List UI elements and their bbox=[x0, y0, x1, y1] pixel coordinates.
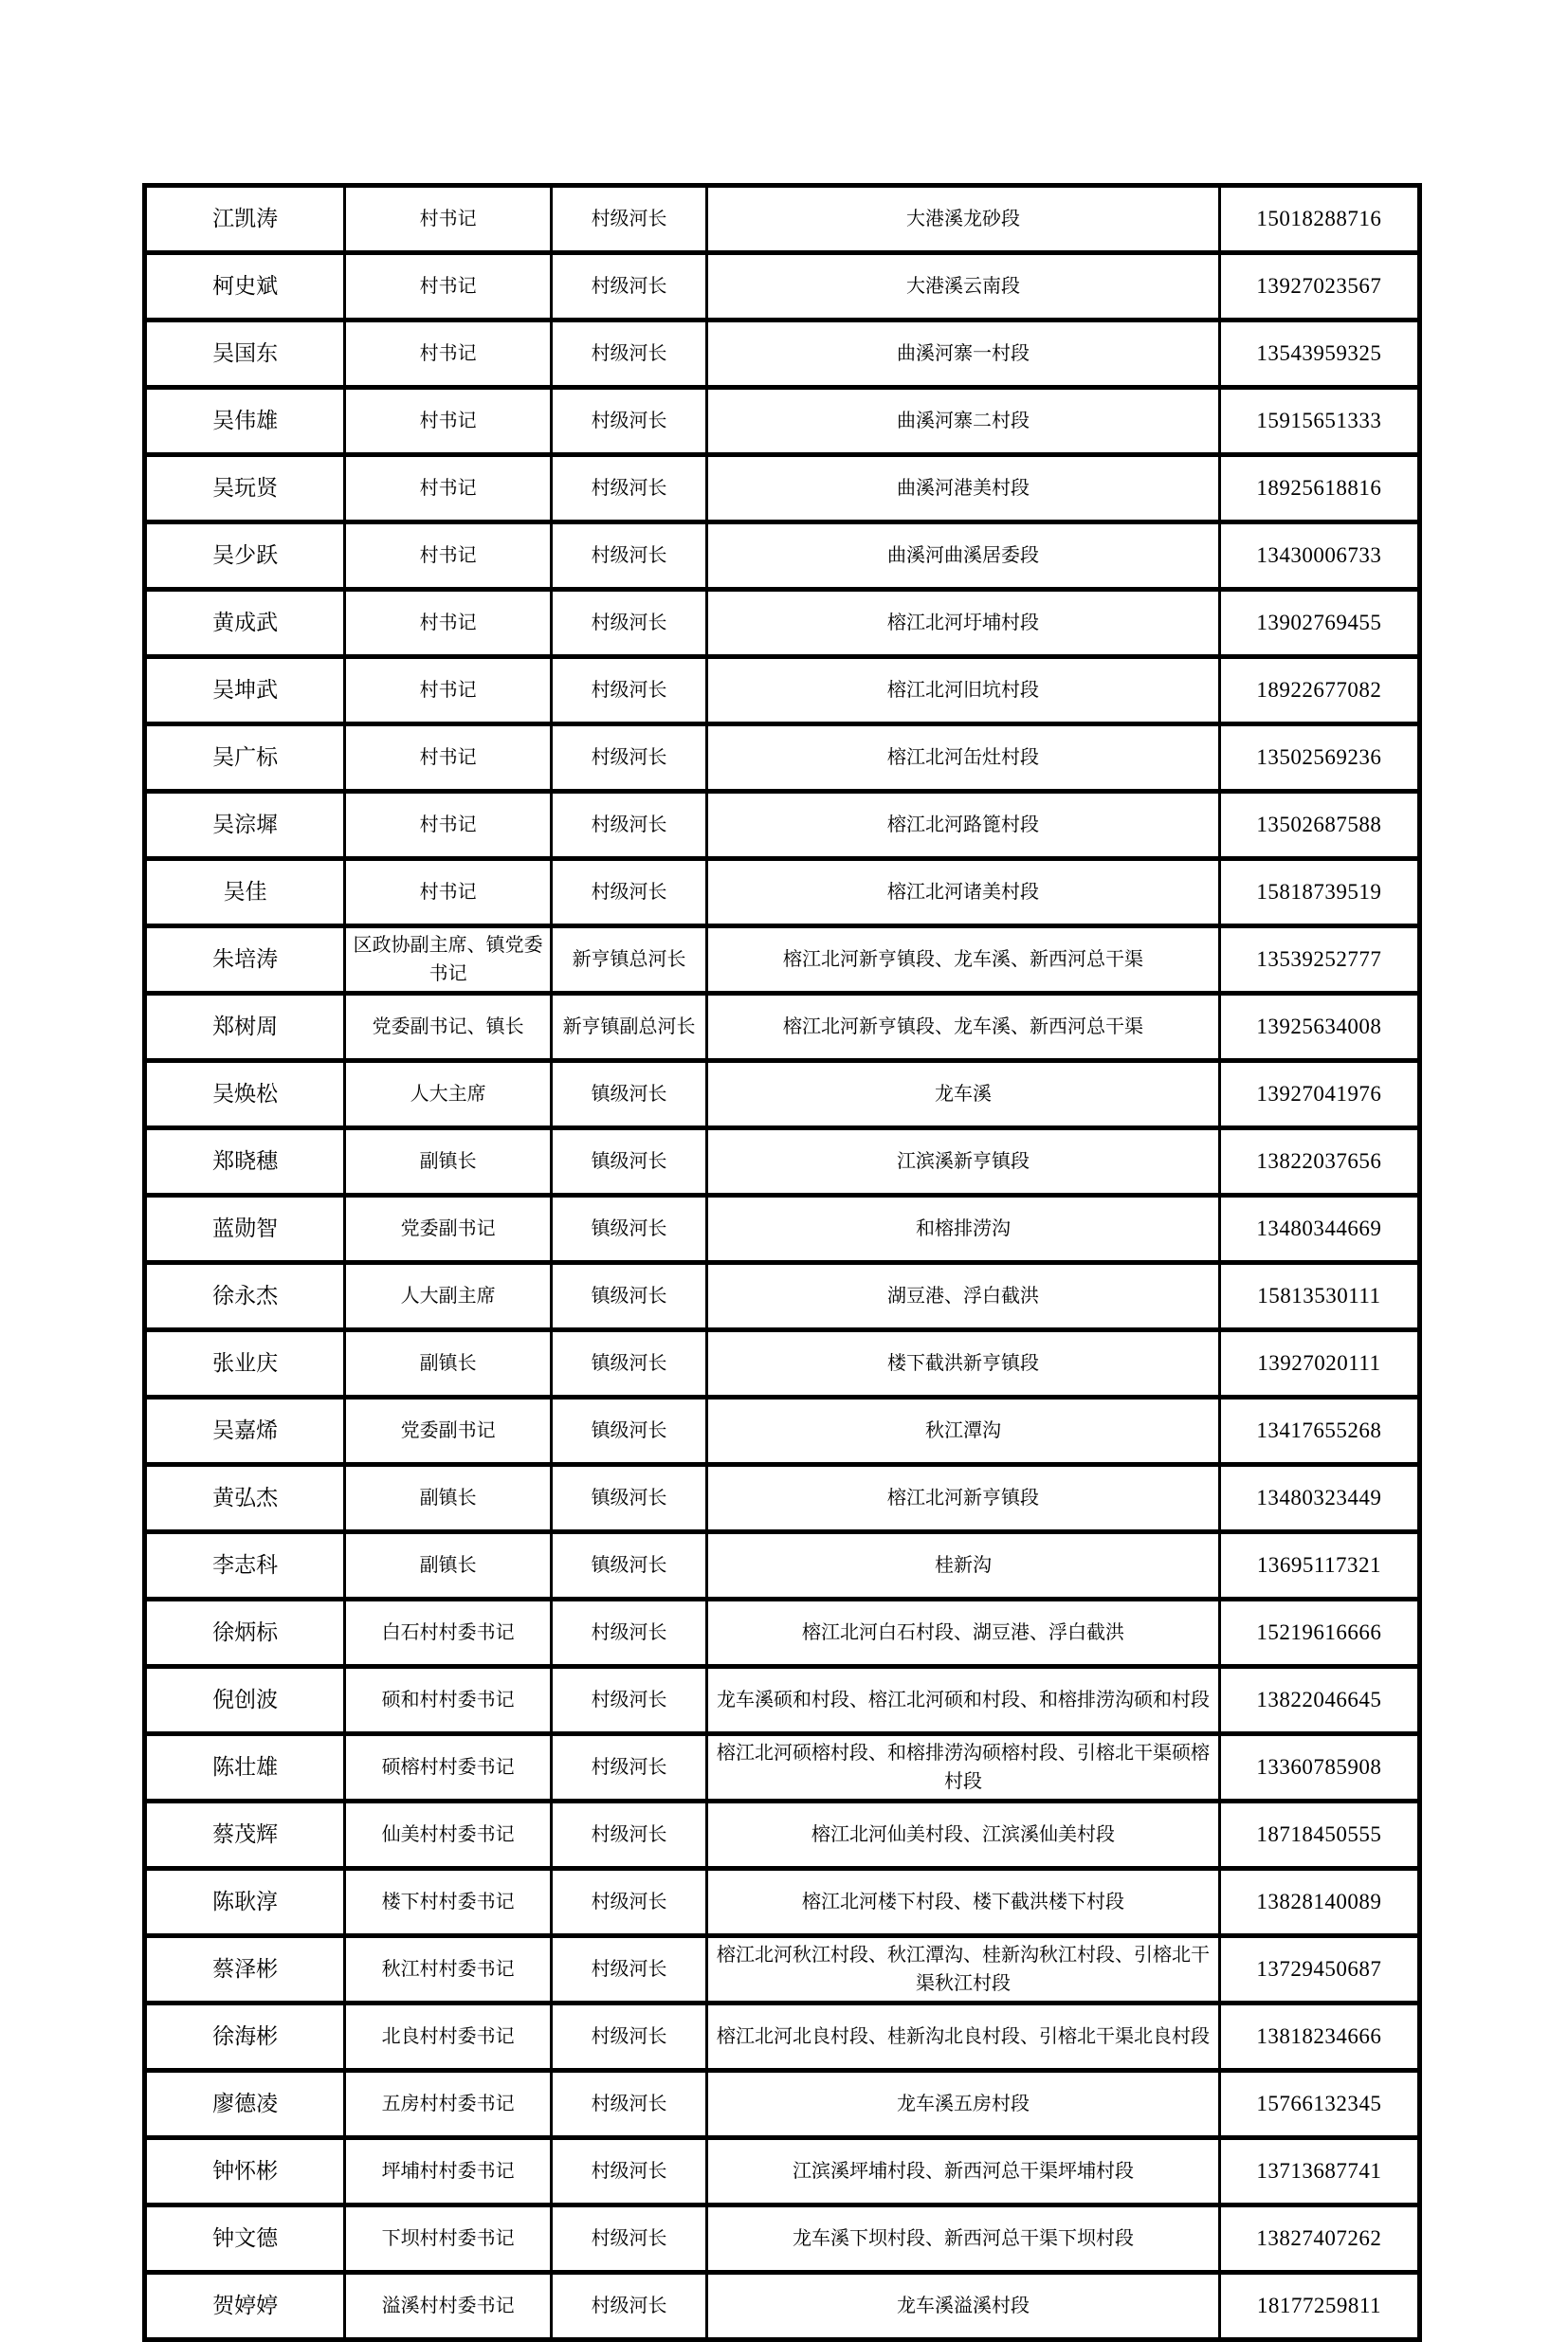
river-chief-level-cell: 村级河长 bbox=[552, 186, 707, 253]
position-cell: 村书记 bbox=[345, 522, 552, 590]
river-section-cell: 龙车溪五房村段 bbox=[707, 2071, 1220, 2138]
river-chief-level-cell: 村级河长 bbox=[552, 1936, 707, 2004]
table-row bbox=[145, 1398, 1420, 1465]
river-chief-level-cell: 村级河长 bbox=[552, 1802, 707, 1869]
phone-cell: 13430006733 bbox=[1219, 522, 1419, 590]
name-cell: 江凯涛 bbox=[145, 186, 345, 253]
position-cell: 硕榕村村委书记 bbox=[345, 1734, 552, 1802]
river-chief-level-cell: 镇级河长 bbox=[552, 1061, 707, 1128]
phone-cell: 15813530111 bbox=[1219, 1263, 1419, 1330]
name-cell: 蓝勋智 bbox=[145, 1196, 345, 1263]
position-cell: 村书记 bbox=[345, 455, 552, 522]
river-section-cell: 龙车溪下坝村段、新西河总干渠下坝村段 bbox=[707, 2205, 1220, 2273]
name-cell: 柯史斌 bbox=[145, 253, 345, 320]
river-chiefs-table bbox=[142, 183, 1422, 2342]
river-chief-level-cell: 镇级河长 bbox=[552, 1330, 707, 1398]
table-row bbox=[145, 1667, 1420, 1734]
river-chief-level-cell: 镇级河长 bbox=[552, 1263, 707, 1330]
phone-cell: 13902769455 bbox=[1219, 590, 1419, 657]
position-cell: 区政协副主席、镇党委书记 bbox=[345, 926, 552, 994]
phone-cell: 13502687588 bbox=[1219, 792, 1419, 859]
table-row bbox=[145, 2205, 1420, 2273]
phone-cell: 13927020111 bbox=[1219, 1330, 1419, 1398]
river-section-cell: 曲溪河寨二村段 bbox=[707, 388, 1220, 455]
table-row bbox=[145, 1196, 1420, 1263]
river-chief-level-cell: 村级河长 bbox=[552, 522, 707, 590]
table-row bbox=[145, 590, 1420, 657]
river-section-cell: 龙车溪溢溪村段 bbox=[707, 2273, 1220, 2340]
table-row bbox=[145, 1532, 1420, 1600]
table-row bbox=[145, 1734, 1420, 1802]
river-section-cell: 大港溪龙砂段 bbox=[707, 186, 1220, 253]
river-chief-level-cell: 村级河长 bbox=[552, 388, 707, 455]
position-cell: 人大副主席 bbox=[345, 1263, 552, 1330]
table-row bbox=[145, 1465, 1420, 1532]
phone-cell: 15915651333 bbox=[1219, 388, 1419, 455]
river-chief-level-cell: 镇级河长 bbox=[552, 1398, 707, 1465]
river-section-cell: 榕江北河诸美村段 bbox=[707, 859, 1220, 926]
river-section-cell: 曲溪河曲溪居委段 bbox=[707, 522, 1220, 590]
name-cell: 郑树周 bbox=[145, 994, 345, 1061]
phone-cell: 13543959325 bbox=[1219, 320, 1419, 388]
name-cell: 徐永杰 bbox=[145, 1263, 345, 1330]
position-cell: 村书记 bbox=[345, 859, 552, 926]
river-section-cell: 榕江北河路篦村段 bbox=[707, 792, 1220, 859]
phone-cell: 13828140089 bbox=[1219, 1869, 1419, 1936]
river-section-cell: 榕江北河楼下村段、楼下截洪楼下村段 bbox=[707, 1869, 1220, 1936]
position-cell: 村书记 bbox=[345, 724, 552, 792]
position-cell: 副镇长 bbox=[345, 1532, 552, 1600]
river-section-cell: 榕江北河新亨镇段、龙车溪、新西河总干渠 bbox=[707, 926, 1220, 994]
river-chief-level-cell: 村级河长 bbox=[552, 657, 707, 724]
name-cell: 蔡泽彬 bbox=[145, 1936, 345, 2004]
phone-cell: 13713687741 bbox=[1219, 2138, 1419, 2205]
river-section-cell: 桂新沟 bbox=[707, 1532, 1220, 1600]
position-cell: 村书记 bbox=[345, 253, 552, 320]
river-section-cell: 曲溪河港美村段 bbox=[707, 455, 1220, 522]
table-row bbox=[145, 1061, 1420, 1128]
position-cell: 北良村村委书记 bbox=[345, 2004, 552, 2071]
table-row bbox=[145, 1600, 1420, 1667]
river-chief-level-cell: 村级河长 bbox=[552, 2205, 707, 2273]
table-row bbox=[145, 1263, 1420, 1330]
river-section-cell: 榕江北河秋江村段、秋江潭沟、桂新沟秋江村段、引榕北干渠秋江村段 bbox=[707, 1936, 1220, 2004]
name-cell: 吴嘉烯 bbox=[145, 1398, 345, 1465]
table-row bbox=[145, 522, 1420, 590]
river-chiefs-table-body bbox=[145, 186, 1420, 2340]
table-row bbox=[145, 320, 1420, 388]
river-chief-level-cell: 村级河长 bbox=[552, 320, 707, 388]
phone-cell: 13480344669 bbox=[1219, 1196, 1419, 1263]
river-chief-level-cell: 村级河长 bbox=[552, 859, 707, 926]
river-section-cell: 江滨溪新亨镇段 bbox=[707, 1128, 1220, 1196]
phone-cell: 13927023567 bbox=[1219, 253, 1419, 320]
table-row bbox=[145, 2138, 1420, 2205]
river-section-cell: 榕江北河硕榕村段、和榕排涝沟硕榕村段、引榕北干渠硕榕村段 bbox=[707, 1734, 1220, 1802]
river-chief-level-cell: 村级河长 bbox=[552, 1869, 707, 1936]
river-section-cell: 榕江北河白石村段、湖豆港、浮白截洪 bbox=[707, 1600, 1220, 1667]
river-chief-level-cell: 镇级河长 bbox=[552, 1196, 707, 1263]
phone-cell: 13927041976 bbox=[1219, 1061, 1419, 1128]
table-row bbox=[145, 926, 1420, 994]
river-section-cell: 榕江北河新亨镇段 bbox=[707, 1465, 1220, 1532]
name-cell: 吴少跃 bbox=[145, 522, 345, 590]
position-cell: 村书记 bbox=[345, 657, 552, 724]
phone-cell: 18177259811 bbox=[1219, 2273, 1419, 2340]
phone-cell: 18922677082 bbox=[1219, 657, 1419, 724]
name-cell: 吴国东 bbox=[145, 320, 345, 388]
position-cell: 坪埔村村委书记 bbox=[345, 2138, 552, 2205]
name-cell: 朱培涛 bbox=[145, 926, 345, 994]
table-row bbox=[145, 724, 1420, 792]
name-cell: 吴玩贤 bbox=[145, 455, 345, 522]
phone-cell: 13417655268 bbox=[1219, 1398, 1419, 1465]
name-cell: 钟怀彬 bbox=[145, 2138, 345, 2205]
name-cell: 张业庆 bbox=[145, 1330, 345, 1398]
phone-cell: 13502569236 bbox=[1219, 724, 1419, 792]
table-row bbox=[145, 1128, 1420, 1196]
phone-cell: 13539252777 bbox=[1219, 926, 1419, 994]
river-section-cell: 和榕排涝沟 bbox=[707, 1196, 1220, 1263]
phone-cell: 18925618816 bbox=[1219, 455, 1419, 522]
river-section-cell: 大港溪云南段 bbox=[707, 253, 1220, 320]
river-chief-level-cell: 村级河长 bbox=[552, 2004, 707, 2071]
river-section-cell: 龙车溪硕和村段、榕江北河硕和村段、和榕排涝沟硕和村段 bbox=[707, 1667, 1220, 1734]
phone-cell: 15818739519 bbox=[1219, 859, 1419, 926]
phone-cell: 13925634008 bbox=[1219, 994, 1419, 1061]
table-row bbox=[145, 859, 1420, 926]
position-cell: 硕和村村委书记 bbox=[345, 1667, 552, 1734]
river-chief-level-cell: 新亨镇副总河长 bbox=[552, 994, 707, 1061]
river-chief-level-cell: 村级河长 bbox=[552, 590, 707, 657]
name-cell: 陈壮雄 bbox=[145, 1734, 345, 1802]
position-cell: 村书记 bbox=[345, 186, 552, 253]
river-chief-level-cell: 村级河长 bbox=[552, 1600, 707, 1667]
phone-cell: 15766132345 bbox=[1219, 2071, 1419, 2138]
position-cell: 党委副书记 bbox=[345, 1196, 552, 1263]
phone-cell: 13822046645 bbox=[1219, 1667, 1419, 1734]
river-chief-level-cell: 村级河长 bbox=[552, 253, 707, 320]
position-cell: 人大主席 bbox=[345, 1061, 552, 1128]
table-row bbox=[145, 1330, 1420, 1398]
name-cell: 徐海彬 bbox=[145, 2004, 345, 2071]
phone-cell: 13827407262 bbox=[1219, 2205, 1419, 2273]
name-cell: 郑晓穗 bbox=[145, 1128, 345, 1196]
river-chief-level-cell: 村级河长 bbox=[552, 2071, 707, 2138]
river-section-cell: 秋江潭沟 bbox=[707, 1398, 1220, 1465]
table-row bbox=[145, 2004, 1420, 2071]
table-row bbox=[145, 994, 1420, 1061]
position-cell: 楼下村村委书记 bbox=[345, 1869, 552, 1936]
phone-cell: 15018288716 bbox=[1219, 186, 1419, 253]
position-cell: 副镇长 bbox=[345, 1330, 552, 1398]
table-row bbox=[145, 455, 1420, 522]
river-chief-level-cell: 村级河长 bbox=[552, 2138, 707, 2205]
table-row bbox=[145, 1802, 1420, 1869]
name-cell: 钟文德 bbox=[145, 2205, 345, 2273]
river-chief-level-cell: 村级河长 bbox=[552, 1734, 707, 1802]
river-section-cell: 榕江北河旧坑村段 bbox=[707, 657, 1220, 724]
position-cell: 白石村村委书记 bbox=[345, 1600, 552, 1667]
table-row bbox=[145, 792, 1420, 859]
phone-cell: 13695117321 bbox=[1219, 1532, 1419, 1600]
river-section-cell: 楼下截洪新亨镇段 bbox=[707, 1330, 1220, 1398]
table-row bbox=[145, 1936, 1420, 2004]
name-cell: 吴佳 bbox=[145, 859, 345, 926]
position-cell: 秋江村村委书记 bbox=[345, 1936, 552, 2004]
name-cell: 吴伟雄 bbox=[145, 388, 345, 455]
position-cell: 村书记 bbox=[345, 792, 552, 859]
phone-cell: 13480323449 bbox=[1219, 1465, 1419, 1532]
position-cell: 村书记 bbox=[345, 388, 552, 455]
phone-cell: 15219616666 bbox=[1219, 1600, 1419, 1667]
table-row bbox=[145, 1869, 1420, 1936]
river-chief-level-cell: 镇级河长 bbox=[552, 1532, 707, 1600]
river-chief-level-cell: 村级河长 bbox=[552, 724, 707, 792]
name-cell: 倪创波 bbox=[145, 1667, 345, 1734]
position-cell: 溢溪村村委书记 bbox=[345, 2273, 552, 2340]
name-cell: 徐炳标 bbox=[145, 1600, 345, 1667]
river-chief-level-cell: 村级河长 bbox=[552, 2273, 707, 2340]
table-row bbox=[145, 657, 1420, 724]
name-cell: 蔡茂辉 bbox=[145, 1802, 345, 1869]
river-chief-level-cell: 村级河长 bbox=[552, 792, 707, 859]
river-section-cell: 榕江北河仙美村段、江滨溪仙美村段 bbox=[707, 1802, 1220, 1869]
table-row bbox=[145, 2273, 1420, 2340]
table-row bbox=[145, 186, 1420, 253]
name-cell: 吴广标 bbox=[145, 724, 345, 792]
position-cell: 副镇长 bbox=[345, 1128, 552, 1196]
river-section-cell: 榕江北河圩埔村段 bbox=[707, 590, 1220, 657]
river-section-cell: 榕江北河新亨镇段、龙车溪、新西河总干渠 bbox=[707, 994, 1220, 1061]
name-cell: 吴坤武 bbox=[145, 657, 345, 724]
name-cell: 吴焕松 bbox=[145, 1061, 345, 1128]
name-cell: 陈耿淳 bbox=[145, 1869, 345, 1936]
river-section-cell: 江滨溪坪埔村段、新西河总干渠坪埔村段 bbox=[707, 2138, 1220, 2205]
position-cell: 村书记 bbox=[345, 590, 552, 657]
river-section-cell: 曲溪河寨一村段 bbox=[707, 320, 1220, 388]
name-cell: 李志科 bbox=[145, 1532, 345, 1600]
position-cell: 党委副书记 bbox=[345, 1398, 552, 1465]
phone-cell: 18718450555 bbox=[1219, 1802, 1419, 1869]
position-cell: 下坝村村委书记 bbox=[345, 2205, 552, 2273]
river-chief-level-cell: 镇级河长 bbox=[552, 1465, 707, 1532]
phone-cell: 13818234666 bbox=[1219, 2004, 1419, 2071]
river-section-cell: 榕江北河北良村段、桂新沟北良村段、引榕北干渠北良村段 bbox=[707, 2004, 1220, 2071]
name-cell: 廖德凌 bbox=[145, 2071, 345, 2138]
river-section-cell: 湖豆港、浮白截洪 bbox=[707, 1263, 1220, 1330]
table-row bbox=[145, 2071, 1420, 2138]
phone-cell: 13822037656 bbox=[1219, 1128, 1419, 1196]
river-chief-level-cell: 村级河长 bbox=[552, 455, 707, 522]
position-cell: 副镇长 bbox=[345, 1465, 552, 1532]
name-cell: 黄弘杰 bbox=[145, 1465, 345, 1532]
river-chief-level-cell: 镇级河长 bbox=[552, 1128, 707, 1196]
name-cell: 黄成武 bbox=[145, 590, 345, 657]
river-section-cell: 龙车溪 bbox=[707, 1061, 1220, 1128]
river-chief-level-cell: 村级河长 bbox=[552, 1667, 707, 1734]
position-cell: 村书记 bbox=[345, 320, 552, 388]
position-cell: 仙美村村委书记 bbox=[345, 1802, 552, 1869]
river-section-cell: 榕江北河缶灶村段 bbox=[707, 724, 1220, 792]
position-cell: 五房村村委书记 bbox=[345, 2071, 552, 2138]
table-row bbox=[145, 253, 1420, 320]
name-cell: 贺婷婷 bbox=[145, 2273, 345, 2340]
name-cell: 吴淙墀 bbox=[145, 792, 345, 859]
table-row bbox=[145, 388, 1420, 455]
phone-cell: 13360785908 bbox=[1219, 1734, 1419, 1802]
position-cell: 党委副书记、镇长 bbox=[345, 994, 552, 1061]
river-chief-level-cell: 新亨镇总河长 bbox=[552, 926, 707, 994]
phone-cell: 13729450687 bbox=[1219, 1936, 1419, 2004]
